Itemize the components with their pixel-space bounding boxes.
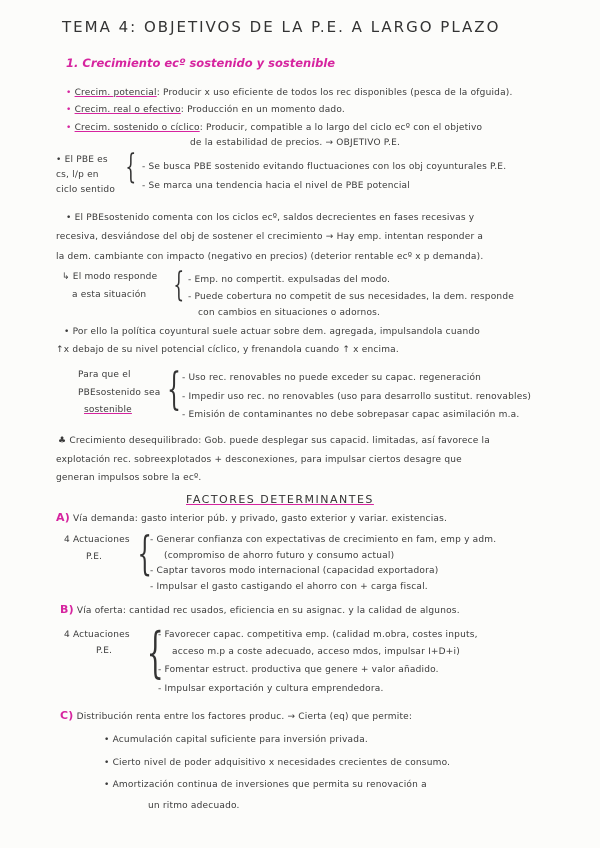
factors-heading: FACTORES DETERMINANTES bbox=[186, 493, 374, 506]
definition-text: : Producir, compatible a lo largo del ciclo ecº con el objetivo bbox=[199, 123, 483, 133]
definition-line: • Crecim. real o efectivo: Producción en un momento dado. bbox=[66, 105, 345, 115]
block-left-line: ciclo sentido bbox=[56, 185, 116, 195]
paragraph-line: generan impulsos sobre la ecº. bbox=[56, 473, 202, 483]
paragraph-line: la dem. cambiante con impacto (negativo en precios) (deterior rentable ecº x p demanda). bbox=[56, 252, 484, 262]
block-right-line: con cambios en situaciones o adornos. bbox=[198, 308, 381, 318]
definition-term: Crecim. sostenido o cíclico bbox=[74, 123, 200, 133]
list-item: • Acumulación capital suficiente para inversión privada. bbox=[104, 735, 368, 745]
definition-line: • Crecim. sostenido o cíclico: Producir, compatible a lo largo del ciclo ecº con el objetivo bbox=[66, 123, 483, 133]
block-right-line: - Impedir uso rec. no renovables (uso para desarrollo sustitut. renovables) bbox=[182, 392, 532, 402]
block-right-line: - Emisión de contaminantes no debe sobrepasar capac asimilación m.a. bbox=[182, 410, 520, 420]
block-right-line: - Impulsar exportación y cultura emprendedora. bbox=[158, 684, 384, 694]
block-left-line: 4 Actuaciones bbox=[64, 535, 130, 545]
definition-text: de la estabilidad de precios. → OBJETIVO P.E. bbox=[190, 138, 401, 148]
section-letter: B) bbox=[60, 603, 74, 616]
block-right-line: - Captar tavoros modo internacional (capacidad exportadora) bbox=[150, 566, 439, 576]
section-a-heading bbox=[56, 512, 447, 525]
block-left-line: ↳ El modo responde bbox=[62, 272, 158, 282]
brace-icon: { bbox=[173, 265, 185, 305]
block-left-line: P.E. bbox=[86, 552, 103, 562]
section-text: Vía oferta: cantidad rec usados, eficiencia en su asignac. y la calidad de algunos. bbox=[76, 606, 460, 616]
block-left-line: • El PBE es bbox=[56, 155, 108, 165]
brace-icon: { bbox=[125, 147, 137, 187]
section-text: Vía demanda: gasto interior púb. y privado, gasto exterior y variar. existencias. bbox=[73, 514, 448, 524]
list-item: • Cierto nivel de poder adquisitivo x necesidades crecientes de consumo. bbox=[104, 758, 451, 768]
block-right-line: - Generar confianza con expectativas de crecimiento en fam, emp y adm. bbox=[150, 535, 497, 545]
definition-text: : Producción en un momento dado. bbox=[180, 105, 345, 115]
block-left-line: a esta situación bbox=[72, 290, 147, 300]
block-right-line: - Uso rec. renovables no puede exceder su capac. regeneración bbox=[182, 373, 482, 383]
block-left-line: cs, l/p en bbox=[56, 170, 99, 180]
block-right-line: - Puede cobertura no competit de sus necesidades, la dem. responde bbox=[188, 292, 514, 302]
definition-line bbox=[190, 138, 400, 149]
list-item: • Amortización continua de inversiones que permita su renovación a bbox=[104, 780, 427, 790]
brace-icon: { bbox=[146, 621, 164, 684]
block-right-line: (compromiso de ahorro futuro y consumo actual) bbox=[164, 551, 395, 561]
block-right-line: - Impulsar el gasto castigando el ahorro con + carga fiscal. bbox=[150, 582, 428, 592]
block-left-line: P.E. bbox=[96, 646, 113, 656]
brace-icon: { bbox=[137, 526, 152, 580]
section-text: Distribución renta entre los factores produc. → Cierta (eq) que permite: bbox=[76, 712, 413, 722]
definition-term: Crecim. potencial bbox=[74, 88, 157, 98]
block-left-line: Para que el bbox=[78, 370, 131, 380]
section-b-heading bbox=[60, 604, 460, 617]
page-title: TEMA 4: OBJETIVOS DE LA P.E. A LARGO PLAZO bbox=[62, 18, 501, 36]
paragraph-line: ↑x debajo de su nivel potencial cíclico, y frenandola cuando ↑ x encima. bbox=[56, 345, 399, 355]
list-item: un ritmo adecuado. bbox=[148, 801, 240, 811]
paragraph-line: ♣ Crecimiento desequilibrado: Gob. puede desplegar sus capacid. limitadas, así favorece la bbox=[58, 436, 490, 446]
block-right-line: acceso m.p a coste adecuado, acceso mdos, impulsar I+D+i) bbox=[172, 647, 460, 657]
definition-line: • Crecim. potencial: Producir x uso eficiente de todos los rec disponibles (pesca de la ofguida). bbox=[66, 88, 513, 98]
section-c-heading bbox=[60, 710, 412, 723]
paragraph-line: explotación rec. sobreexplotados + desconexiones, para impulsar ciertos desagre que bbox=[56, 455, 462, 465]
block-right-line: - Fomentar estruct. productiva que genere + valor añadido. bbox=[158, 665, 439, 675]
block-left-line: PBEsostenido sea bbox=[78, 388, 161, 398]
paragraph-line: • Por ello la política coyuntural suele actuar sobre dem. agregada, impulsandola cuando bbox=[64, 327, 480, 337]
paragraph-line: recesiva, desviándose del obj de sostener el crecimiento → Hay emp. intentan responder a bbox=[56, 232, 484, 242]
block-left-line: 4 Actuaciones bbox=[64, 630, 130, 640]
section-letter: C) bbox=[60, 709, 74, 722]
definition-term: Crecim. real o efectivo bbox=[74, 105, 181, 115]
block-right-line: - Se busca PBE sostenido evitando fluctuaciones con los obj coyunturales P.E. bbox=[142, 162, 507, 172]
section-heading-growth: 1. Crecimiento ecº sostenido y sostenible bbox=[66, 56, 336, 70]
block-right-line: - Favorecer capac. competitiva emp. (calidad m.obra, costes inputs, bbox=[158, 630, 478, 640]
definition-text: : Producir x uso eficiente de todos los rec disponibles (pesca de la ofguida). bbox=[156, 88, 513, 98]
section-letter: A) bbox=[56, 511, 70, 524]
block-right-line: - Se marca una tendencia hacia el nivel de PBE potencial bbox=[142, 181, 410, 191]
brace-icon: { bbox=[167, 364, 181, 415]
paragraph-line: • El PBEsostenido comenta con los ciclos ecº, saldos decrecientes en fases recesivas y bbox=[66, 213, 475, 223]
block-left-line: sostenible bbox=[84, 405, 132, 415]
block-right-line: - Emp. no compertit. expulsadas del modo. bbox=[188, 275, 391, 285]
